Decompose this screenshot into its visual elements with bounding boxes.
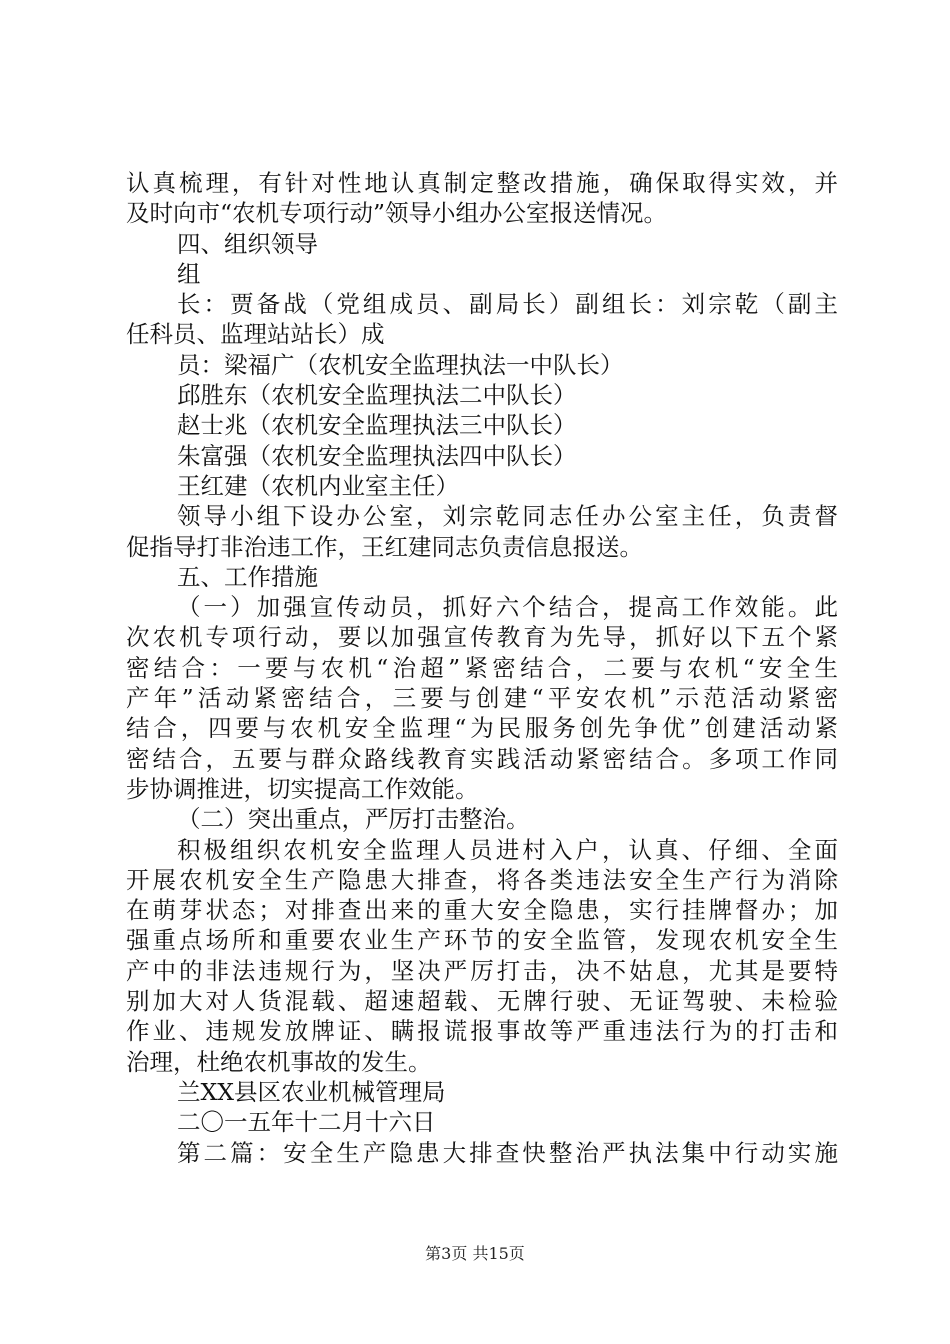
paragraph-line: 领导小组下设办公室，刘宗乾同志任办公室主任，负责督 — [177, 502, 838, 531]
paragraph-line: 产中的非法违规行为，坚决严厉打击，决不姑息，尤其是要特 — [126, 956, 838, 985]
paragraph-line: （一）加强宣传动员，抓好六个结合，提高工作效能。此 — [177, 593, 838, 622]
paragraph-line: 组 — [177, 259, 201, 288]
paragraph-line: 长：贾备战（党组成员、副局长）副组长：刘宗乾（副主 — [177, 290, 838, 319]
section-heading: 五、工作措施 — [177, 562, 318, 591]
section-heading: 四、组织领导 — [177, 229, 318, 258]
chapter-title: 第二篇：安全生产隐患大排查快整治严执法集中行动实施 — [177, 1138, 838, 1167]
section-heading: （二）突出重点，严厉打击整治。 — [177, 805, 530, 834]
member-line: 赵士兆（农机安全监理执法三中队长） — [177, 411, 577, 440]
paragraph-line: 在萌芽状态；对排查出来的重大安全隐患，实行挂牌督办；加 — [126, 896, 838, 925]
document-body — [126, 168, 838, 1168]
paragraph-line: 步协调推进，切实提高工作效能。 — [126, 774, 479, 803]
member-line: 邱胜东（农机安全监理执法二中队长） — [177, 381, 577, 410]
paragraph-line: 产年”活动紧密结合，三要与创建“平安农机”示范活动紧密 — [126, 684, 838, 713]
paragraph-line: 作业、违规发放牌证、瞒报谎报事故等严重违法行为的打击和 — [126, 1017, 838, 1046]
paragraph-line: 开展农机安全生产隐患大排查，将各类违法安全生产行为消除 — [126, 865, 838, 894]
paragraph-line: 任科员、监理站站长）成 — [126, 320, 385, 349]
page-number: 第3页 共15页 — [425, 1244, 525, 1263]
signature-org: 兰XX县区农业机械管理局 — [177, 1077, 446, 1106]
member-line: 朱富强（农机安全监理执法四中队长） — [177, 441, 577, 470]
paragraph-line: 认真梳理，有针对性地认真制定整改措施，确保取得实效，并 — [126, 169, 838, 197]
paragraph-line: 强重点场所和重要农业生产环节的安全监管，发现农机安全生 — [126, 926, 838, 955]
paragraph-line: 次农机专项行动，要以加强宣传教育为先导，抓好以下五个紧 — [126, 623, 838, 652]
paragraph-line: 别加大对人货混载、超速超载、无牌行驶、无证驾驶、未检验 — [126, 987, 838, 1016]
paragraph-line: 积极组织农机安全监理人员进村入户，认真、仔细、全面 — [177, 835, 838, 864]
paragraph-line: 密结合：一要与农机“治超”紧密结合，二要与农机“安全生 — [126, 653, 838, 682]
paragraph-line: 密结合，五要与群众路线教育实践活动紧密结合。多项工作同 — [126, 744, 838, 773]
signature-date: 二〇一五年十二月十六日 — [177, 1108, 436, 1137]
member-line: 员：梁福广（农机安全监理执法一中队长） — [177, 350, 624, 379]
paragraph-line: 结合，四要与农机安全监理“为民服务创先争优”创建活动紧 — [126, 714, 838, 743]
paragraph-line: 治理，杜绝农机事故的发生。 — [126, 1047, 432, 1076]
member-line: 王红建（农机内业室主任） — [177, 471, 459, 500]
paragraph-line: 及时向市“农机专项行动”领导小组办公室报送情况。 — [126, 199, 668, 228]
paragraph-line: 促指导打非治违工作，王红建同志负责信息报送。 — [126, 532, 643, 561]
